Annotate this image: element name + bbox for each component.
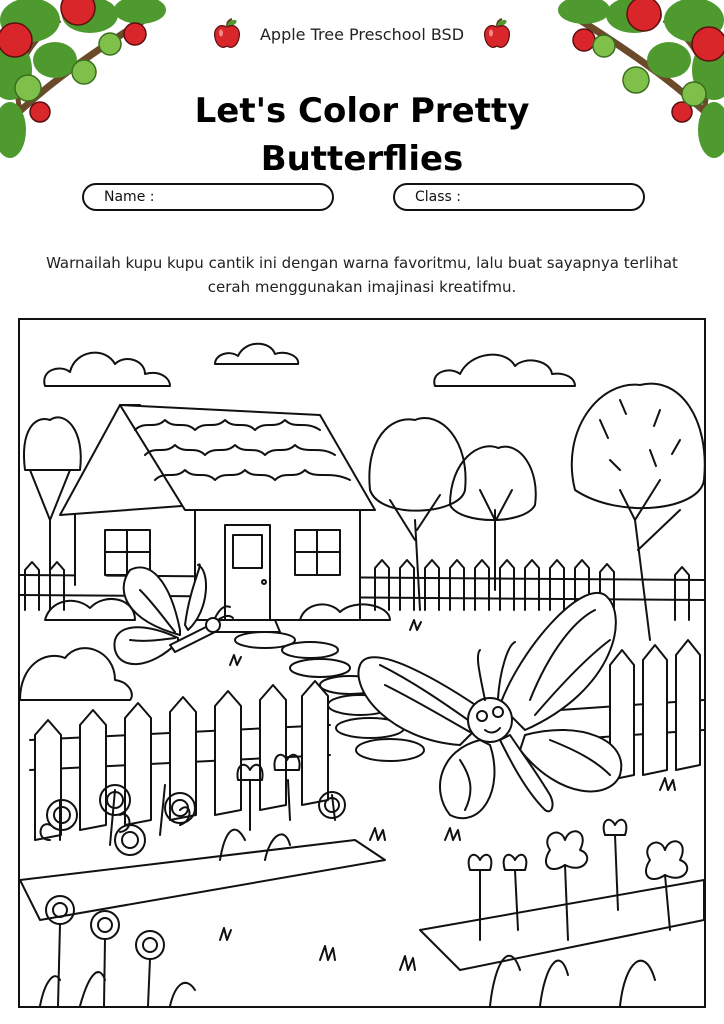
flower-bed-left: [20, 755, 385, 920]
cloud: [434, 355, 575, 386]
apple-icon: [212, 18, 242, 50]
large-butterfly: [358, 593, 621, 818]
instructions-text: Warnailah kupu kupu cantik ini dengan warna favoritmu, lalu buat sayapnya terlihat cerah menggunakan imajinasi kreatifmu.: [46, 254, 678, 296]
cloud: [215, 344, 298, 364]
name-field[interactable]: [82, 183, 334, 211]
coloring-illustration-frame: [18, 318, 706, 1008]
class-label: Class :: [415, 189, 461, 205]
name-label: Name :: [104, 189, 155, 205]
tree-middle: [369, 418, 535, 610]
cloud: [44, 353, 170, 386]
school-header: [0, 18, 724, 54]
flower-bed-right: [420, 820, 704, 1006]
page-title: Let's Color Pretty Butterflies: [194, 90, 530, 179]
house: [60, 405, 375, 632]
class-field[interactable]: [393, 183, 645, 211]
school-name: Apple Tree Preschool BSD: [259, 24, 465, 44]
flowers-bottom-left: [40, 896, 195, 1006]
apple-icon: [482, 18, 512, 50]
butterfly-illustration: [20, 320, 704, 1006]
